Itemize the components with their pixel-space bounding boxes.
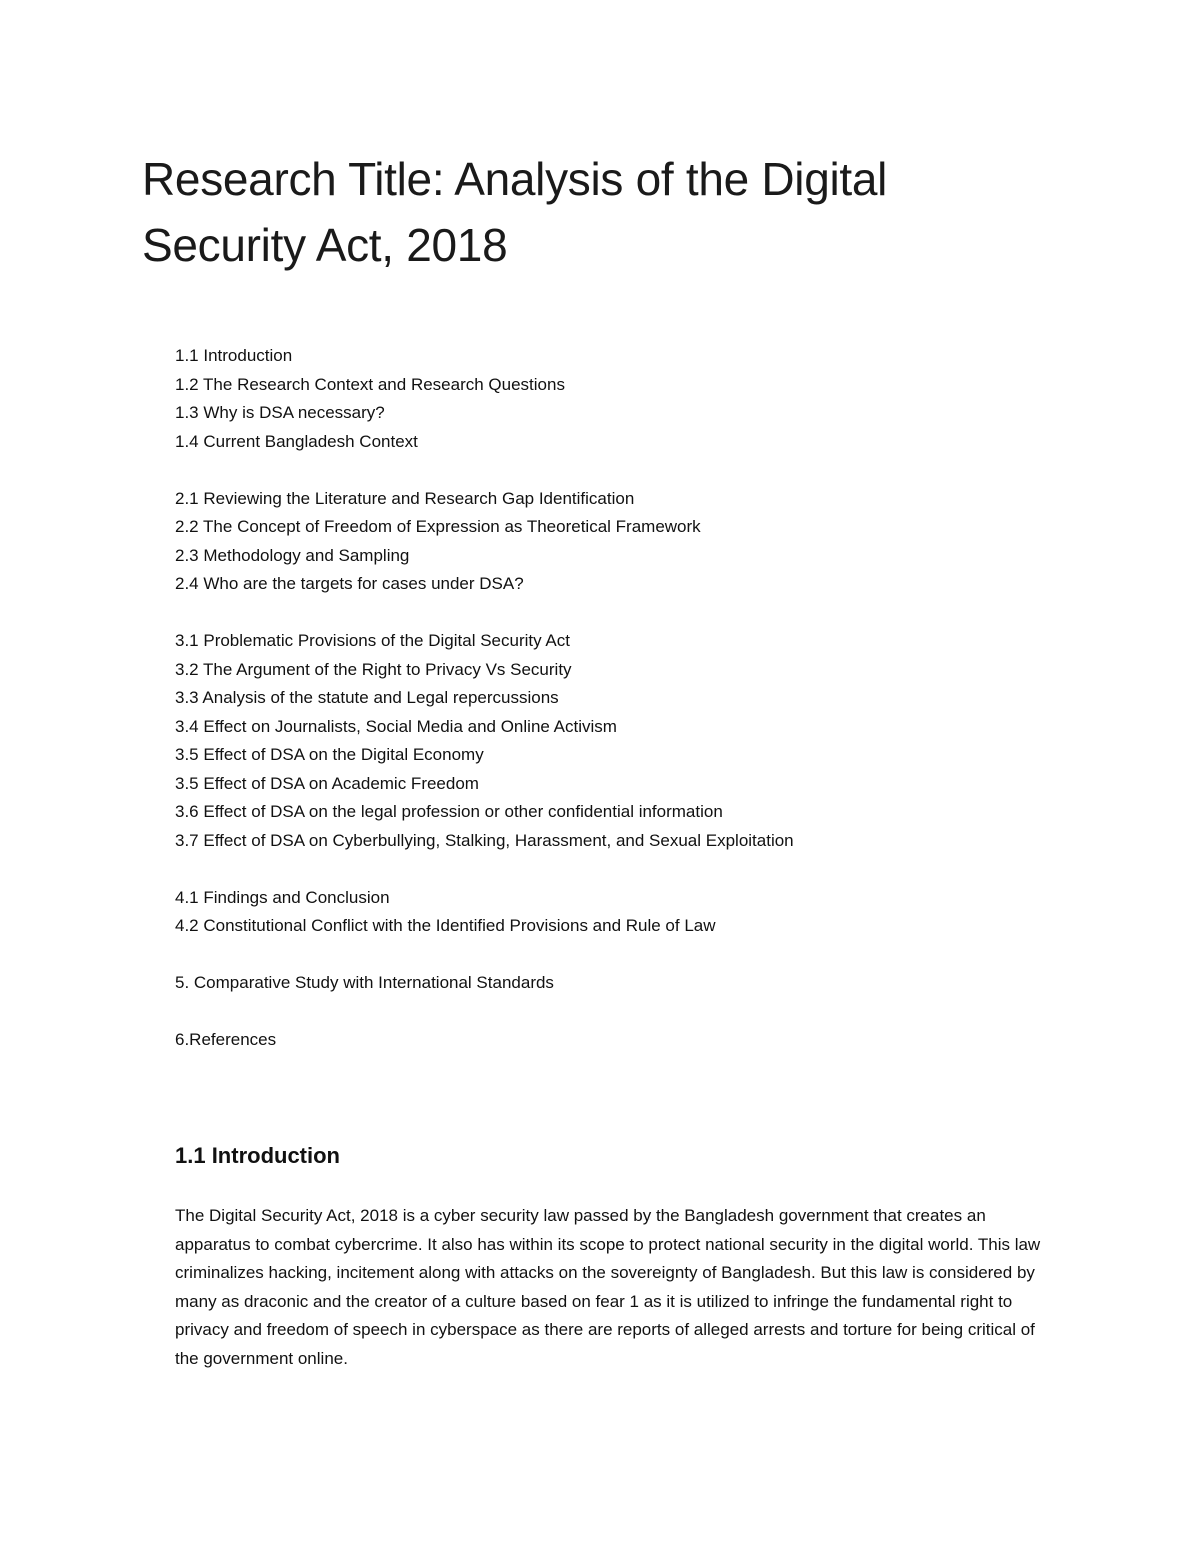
toc-item: 1.2 The Research Context and Research Questions xyxy=(175,374,565,394)
introduction-paragraph: The Digital Security Act, 2018 is a cyber security law passed by the Bangladesh government that creates an apparatus to combat cybercrime. It also has within its scope to protect national security in the digital world. This law criminalizes hacking, incitement along with attacks on the sovereignty of Bangladesh. But this law is considered by many as draconic and the creator of a culture based on fear 1 as it is utilized to infringe the fundamental right to privacy and freedom of speech in cyberspace as there are reports of alleged arrests and torture for being critical of the government online. xyxy=(175,1206,1041,1368)
toc-item: 3.4 Effect on Journalists, Social Media and Online Activism xyxy=(175,716,617,736)
toc-item: 3.3 Analysis of the statute and Legal repercussions xyxy=(175,688,559,707)
toc-item: 4.2 Constitutional Conflict with the Identified Provisions and Rule of Law xyxy=(175,916,716,935)
toc-group-6 xyxy=(175,1026,1075,1055)
toc-item: 2.4 Who are the targets for cases under DSA? xyxy=(175,574,524,593)
toc-item: 2.2 The Concept of Freedom of Expression as Theoretical Framework xyxy=(175,517,701,536)
toc-group-container xyxy=(175,342,1075,1055)
toc-item: 1.4 Current Bangladesh Context xyxy=(175,431,418,451)
toc-item: 4.1 Findings and Conclusion xyxy=(175,887,390,907)
toc-item: 1.1 Introduction xyxy=(175,346,293,365)
toc-group-2 xyxy=(175,485,1075,599)
toc-item: 3.5 Effect of DSA on Academic Freedom xyxy=(175,773,479,793)
toc-item: 6.References xyxy=(175,1030,277,1049)
toc-item: 3.1 Problematic Provisions of the Digital Security Act xyxy=(175,631,570,650)
table-of-contents xyxy=(175,342,1075,1083)
toc-item: 3.5 Effect of DSA on the Digital Economy xyxy=(175,745,484,764)
toc-group-4 xyxy=(175,884,1075,941)
toc-item: 1.3 Why is DSA necessary? xyxy=(175,403,385,422)
section-heading-introduction: 1.1 Introduction xyxy=(175,1143,340,1168)
toc-item: 3.7 Effect of DSA on Cyberbullying, Stalking, Harassment, and Sexual Exploitation xyxy=(175,830,794,850)
toc-group-5 xyxy=(175,969,1075,998)
toc-item: 2.3 Methodology and Sampling xyxy=(175,545,410,565)
toc-group-3 xyxy=(175,627,1075,855)
toc-item: 3.6 Effect of DSA on the legal profession or other confidential information xyxy=(175,802,723,821)
toc-item: 2.1 Reviewing the Literature and Research Gap Identification xyxy=(175,488,635,508)
toc-item: 5. Comparative Study with International Standards xyxy=(175,973,554,992)
toc-item: 3.2 The Argument of the Right to Privacy Vs Security xyxy=(175,659,572,679)
research-title: Research Title: Analysis of the Digital Security Act, 2018 xyxy=(142,153,888,271)
toc-group-1 xyxy=(175,342,1075,456)
